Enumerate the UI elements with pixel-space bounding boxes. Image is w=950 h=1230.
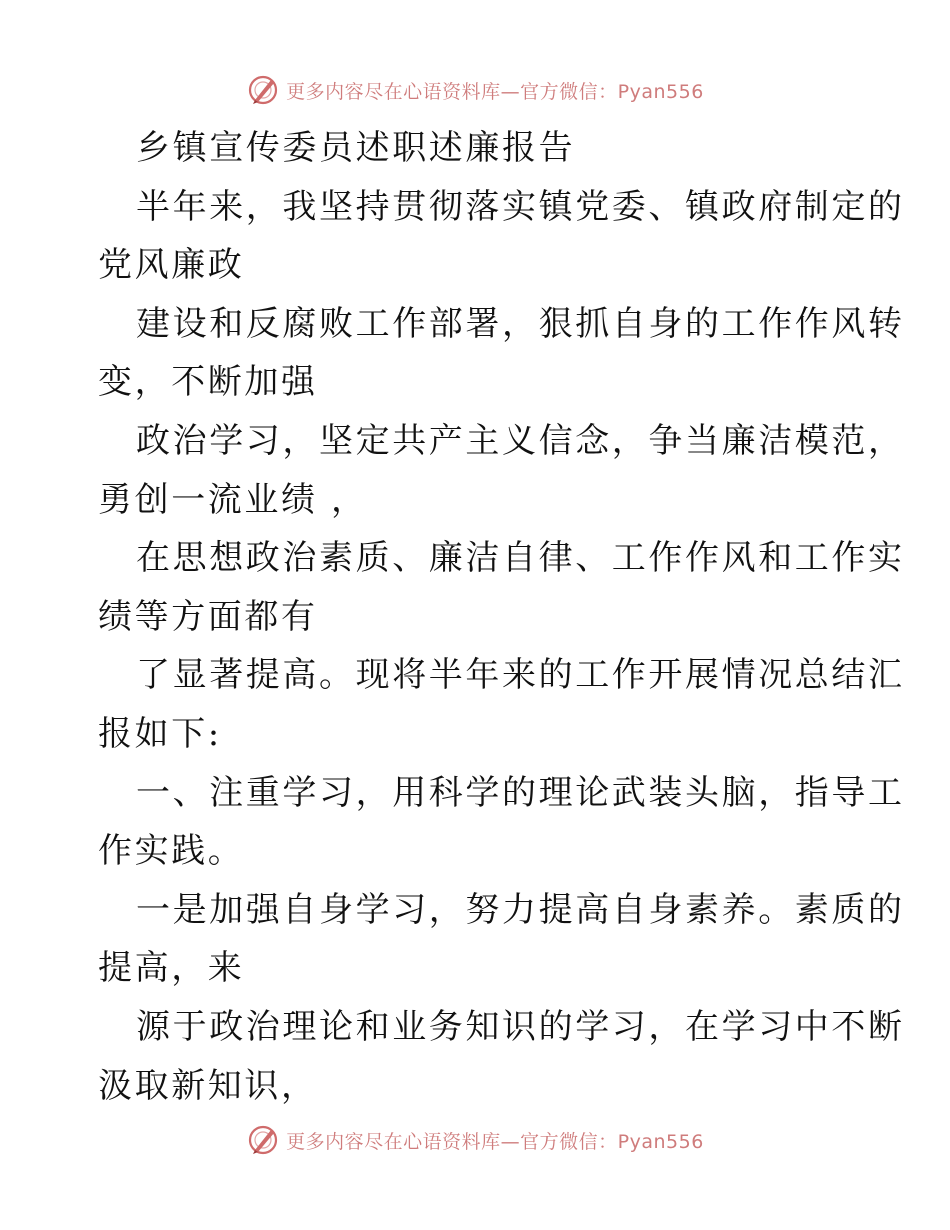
- document-body: [98, 119, 905, 1115]
- pen-logo-icon: [246, 1123, 280, 1157]
- text-line: 绩等方面都有: [98, 596, 318, 637]
- text-line: 汲取新知识，: [98, 1065, 318, 1106]
- watermark: [246, 73, 704, 107]
- text-line: 作实践。: [98, 831, 245, 872]
- text-line: 一、注重学习，用科学的理论武装头脑，指导工: [136, 772, 905, 813]
- text-line: 建设和反腐败工作部署，狠抓自身的工作作风转: [136, 303, 905, 344]
- text-line: 勇创一流业绩 ，: [98, 479, 368, 520]
- page-header-watermark: [0, 70, 950, 110]
- text-line: 半年来，我坚持贯彻落实镇党委、镇政府制定的: [136, 186, 905, 227]
- text-line: 变，不断加强: [98, 362, 318, 403]
- page-footer-watermark: [0, 1120, 950, 1160]
- watermark: [246, 1123, 704, 1157]
- text-line: 一是加强自身学习，努力提高自身素养。素质的: [136, 889, 905, 930]
- watermark-text: 更多内容尽在心语资料库—官方微信：Pyan556: [286, 80, 704, 103]
- text-line: 提高，来: [98, 948, 245, 989]
- text-line: 报如下:: [98, 713, 222, 754]
- text-line: 源于政治理论和业务知识的学习，在学习中不断: [136, 1006, 905, 1047]
- text-line: 了显著提高。现将半年来的工作开展情况总结汇: [136, 655, 905, 696]
- text-line: 政治学习，坚定共产主义信念，争当廉洁模范，: [136, 420, 905, 461]
- text-line: 在思想政治素质、廉洁自律、工作作风和工作实: [136, 538, 905, 579]
- text-line: 党风廉政: [98, 245, 245, 286]
- document-title: 乡镇宣传委员述职述廉报告: [136, 128, 576, 168]
- pen-logo-icon: [246, 73, 280, 107]
- watermark-text: 更多内容尽在心语资料库—官方微信：Pyan556: [286, 1130, 704, 1153]
